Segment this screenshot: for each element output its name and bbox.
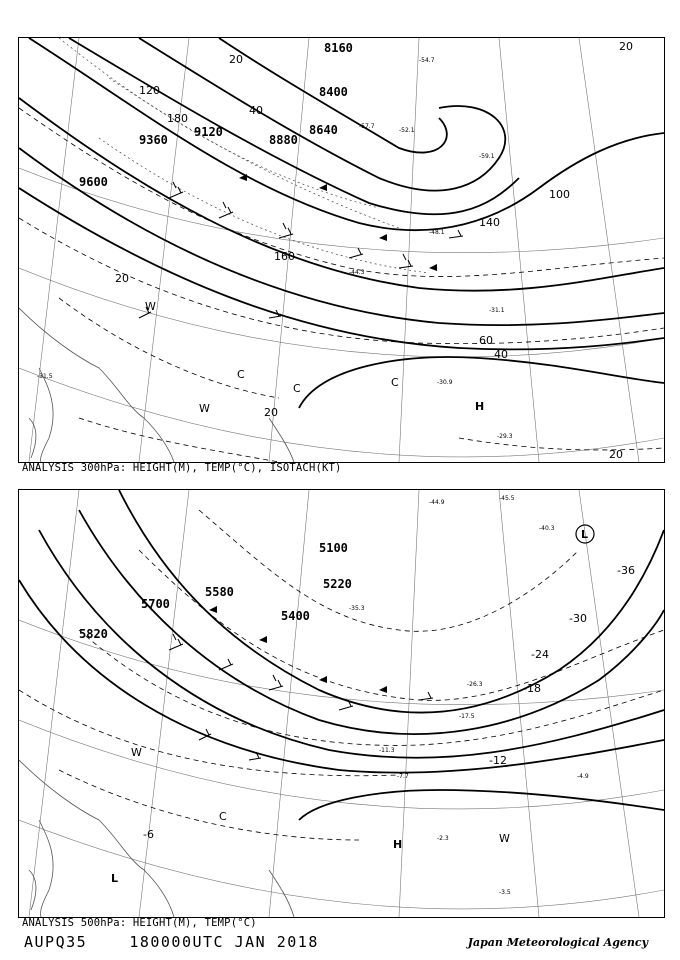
chart-id-line — [24, 933, 319, 951]
height-label: 8400 — [319, 85, 348, 99]
height-label: 8640 — [309, 123, 338, 137]
temp-label: -12 — [489, 754, 507, 767]
isotach-label: 40 — [494, 348, 508, 361]
map-300hpa — [18, 37, 665, 463]
cold-marker: C — [391, 376, 399, 389]
temp-label: -30 — [569, 612, 587, 625]
isotach-label: 20 — [229, 53, 243, 66]
high-pressure-marker: H — [475, 400, 485, 413]
valid-time: 180000UTC JAN 2018 — [129, 933, 319, 951]
isotachs — [59, 38, 429, 273]
height-label: 5100 — [319, 541, 348, 555]
map-500hpa-canvas — [19, 490, 664, 917]
isotach-label: 120 — [139, 84, 160, 97]
cold-marker: C — [293, 382, 301, 395]
isotach-label: 100 — [549, 188, 570, 201]
station-temp: -17.5 — [459, 713, 475, 720]
warm-marker: W — [199, 402, 210, 415]
chart-id: AUPQ35 — [24, 933, 88, 951]
station-temp: -29.3 — [497, 433, 513, 440]
upper-chart-caption: ANALYSIS 300hPa: HEIGHT(M), TEMP(°C), ISOTACH(KT) — [22, 462, 342, 474]
low-pressure-marker: L — [581, 528, 589, 541]
temp-label: -36 — [617, 564, 635, 577]
cold-marker: C — [219, 810, 227, 823]
station-temp: -7.7 — [397, 773, 409, 780]
height-label: 9600 — [79, 175, 108, 189]
isotach-label: 180 — [167, 112, 188, 125]
station-temp: -45.5 — [499, 495, 515, 502]
station-temp: -59.1 — [479, 153, 495, 160]
temp-label: -18 — [523, 682, 541, 695]
height-label: 8160 — [324, 41, 353, 55]
warm-marker: W — [131, 746, 142, 759]
map-500hpa — [18, 489, 665, 918]
station-temp: -11.3 — [379, 747, 395, 754]
isotach-label: 140 — [479, 216, 500, 229]
isotach-label: 60 — [479, 334, 493, 347]
coastline — [19, 308, 294, 462]
cold-marker: C — [237, 368, 245, 381]
height-contours — [19, 490, 664, 820]
warm-marker: W — [499, 832, 510, 845]
lower-chart-caption: ANALYSIS 500hPa: HEIGHT(M), TEMP(°C) — [22, 917, 257, 929]
station-temp: -54.7 — [419, 57, 435, 64]
station-temp: -31.5 — [37, 373, 53, 380]
isotherms — [19, 510, 664, 840]
station-temp: -30.9 — [437, 379, 453, 386]
isotach-label: 20 — [619, 40, 633, 53]
isotach-label: 20 — [609, 448, 623, 461]
station-temp: -26.3 — [467, 681, 483, 688]
station-temp: -3.5 — [499, 889, 511, 896]
height-label: 8880 — [269, 133, 298, 147]
height-label: 5400 — [281, 609, 310, 623]
agency-name: Japan Meteorological Agency — [467, 936, 648, 949]
station-temp: -57.7 — [359, 123, 375, 130]
station-temp: -4.9 — [577, 773, 589, 780]
height-label: 5220 — [323, 577, 352, 591]
station-temp: -48.1 — [429, 229, 445, 236]
station-temp: -31.1 — [489, 307, 505, 314]
isotach-label: 20 — [264, 406, 278, 419]
graticule — [19, 38, 664, 462]
height-label: 5820 — [79, 627, 108, 641]
map-300hpa-canvas — [19, 38, 664, 462]
height-label: 9360 — [139, 133, 168, 147]
isotach-label: 160 — [274, 250, 295, 263]
low-pressure-marker: L — [111, 872, 119, 885]
isotach-label: 40 — [249, 104, 263, 117]
station-temp: -52.1 — [399, 127, 415, 134]
height-label: 9120 — [194, 125, 223, 139]
coastline — [19, 760, 294, 917]
isotach-label: 20 — [115, 272, 129, 285]
station-temp: -44.3 — [349, 269, 365, 276]
temp-label: -24 — [531, 648, 549, 661]
station-temp: -44.9 — [429, 499, 445, 506]
height-label: 5700 — [141, 597, 170, 611]
station-temp: -35.3 — [349, 605, 365, 612]
warm-marker: W — [145, 300, 156, 313]
isotherms — [19, 108, 664, 462]
station-temp: -40.3 — [539, 525, 555, 532]
station-temp: -2.3 — [437, 835, 449, 842]
high-pressure-marker: H — [393, 838, 403, 851]
height-label: 5580 — [205, 585, 234, 599]
temp-label: -6 — [143, 828, 154, 841]
